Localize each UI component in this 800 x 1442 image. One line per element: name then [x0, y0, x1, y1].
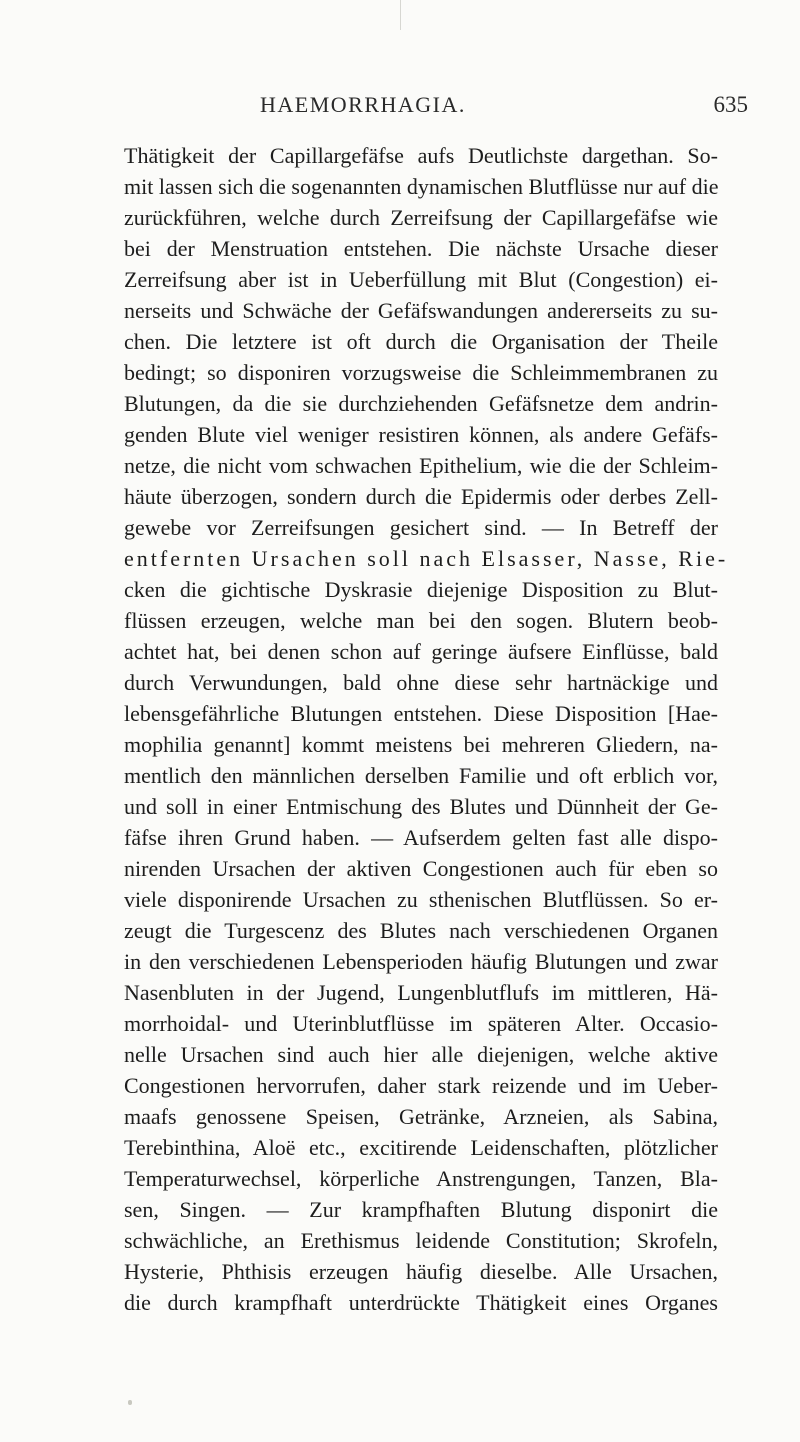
page-number: 635 [713, 92, 748, 117]
running-title: HAEMORRHAGIA. [260, 92, 466, 117]
text-line: bei der Menstruation entstehen. Die nächste Ursache dieser [124, 236, 718, 261]
text-line: Hysterie, Phthisis erzeugen häufig dieselbe. Alle Ursachen, [124, 1259, 718, 1284]
text-line: achtet hat, bei denen schon auf geringe äufsere Einflüsse, bald [124, 639, 718, 664]
text-line: gewebe vor Zerreifsungen gesichert sind. — In Betreff der [124, 515, 718, 540]
ink-smudge [128, 1400, 132, 1405]
text-line: und soll in einer Entmischung des Blutes und Dünnheit der Ge- [124, 794, 718, 819]
text-line: Congestionen hervorrufen, daher stark reizende und im Ueber- [124, 1073, 718, 1098]
text-line: nelle Ursachen sind auch hier alle diejenigen, welche aktive [124, 1042, 718, 1067]
text-line: maafs genossene Speisen, Getränke, Arzneien, als Sabina, [124, 1104, 718, 1129]
scan-artifact [400, 0, 401, 30]
text-line: nirenden Ursachen der aktiven Congestionen auch für eben so [124, 856, 718, 881]
body-text [124, 140, 729, 1318]
text-line: lebensgefährliche Blutungen entstehen. Diese Disposition [Hae- [124, 701, 718, 726]
text-line: zurückführen, welche durch Zerreifsung der Capillargefäfse wie [124, 205, 718, 230]
text-line: schwächliche, an Erethismus leidende Constitution; Skrofeln, [124, 1228, 718, 1253]
text-line: Blutungen, da die sie durchziehenden Gefäfsnetze dem andrin- [124, 391, 718, 416]
text-line: nerseits und Schwäche der Gefäfswandungen andererseits zu su- [124, 298, 718, 323]
text-line: morrhoidal- und Uterinblutflüsse im späteren Alter. Occasio- [124, 1011, 718, 1036]
text-line: Zerreifsung aber ist in Ueberfüllung mit Blut (Congestion) ei- [124, 267, 718, 292]
text-line: Temperaturwechsel, körperliche Anstrengungen, Tanzen, Bla- [124, 1166, 718, 1191]
text-line: genden Blute viel weniger resistiren können, als andere Gefäfs- [124, 422, 718, 447]
text-line: häute überzogen, sondern durch die Epidermis oder derbes Zell- [124, 484, 718, 509]
text-line: chen. Die letztere ist oft durch die Organisation der Theile [124, 329, 718, 354]
text-line: mentlich den männlichen derselben Familie und oft erblich vor, [124, 763, 718, 788]
text-line: cken die gichtische Dyskrasie diejenige Disposition zu Blut- [124, 577, 718, 602]
text-line: Nasenbluten in der Jugend, Lungenblutflufs im mittleren, Hä- [124, 980, 718, 1005]
text-line: in den verschiedenen Lebensperioden häufig Blutungen und zwar [124, 949, 718, 974]
text-line: bedingt; so disponiren vorzugsweise die Schleimmembranen zu [124, 360, 718, 385]
text-line: fäfse ihren Grund haben. — Aufserdem gelten fast alle dispo- [124, 825, 718, 850]
text-line: viele disponirende Ursachen zu sthenischen Blutflüssen. So er- [124, 887, 718, 912]
text-line: netze, die nicht vom schwachen Epithelium, wie die der Schleim- [124, 453, 718, 478]
text-line: zeugt die Turgescenz des Blutes nach verschiedenen Organen [124, 918, 718, 943]
text-line: Thätigkeit der Capillargefäfse aufs Deutlichste dargethan. So- [124, 143, 718, 168]
text-line: mophilia genannt] kommt meistens bei mehreren Gliedern, na- [124, 732, 718, 757]
text-line: flüssen erzeugen, welche man bei den sogen. Blutern beob- [124, 608, 718, 633]
page-header [120, 92, 760, 132]
text-line: mit lassen sich die sogenannten dynamischen Blutflüsse nur auf die [124, 174, 719, 199]
text-line: entfernten Ursachen soll nach Elsasser, Nasse, Rie- [124, 546, 729, 571]
text-line: durch Verwundungen, bald ohne diese sehr hartnäckige und [124, 670, 718, 695]
text-line: die durch krampfhaft unterdrückte Thätigkeit eines Organes [124, 1290, 718, 1315]
text-line: Terebinthina, Aloë etc., excitirende Leidenschaften, plötzlicher [124, 1135, 718, 1160]
text-line: sen, Singen. — Zur krampfhaften Blutung disponirt die [124, 1197, 718, 1222]
